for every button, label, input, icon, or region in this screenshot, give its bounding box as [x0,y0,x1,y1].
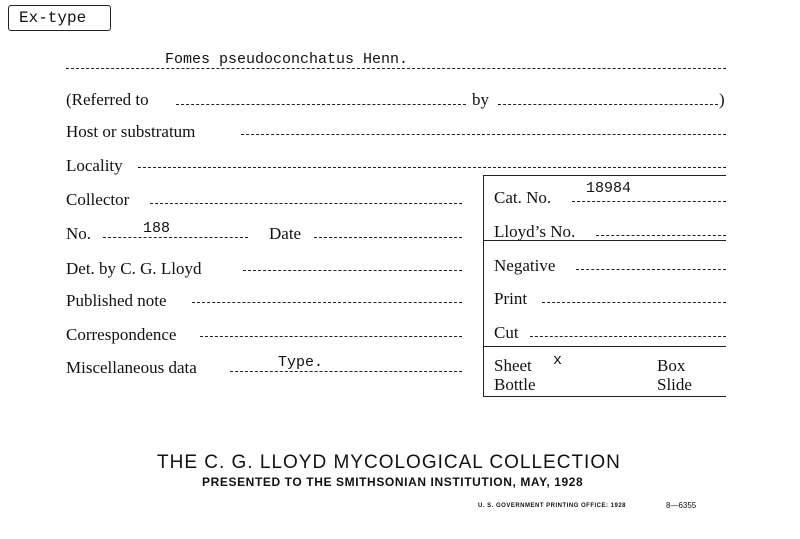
print-label: Print [494,289,528,308]
cat-no-line [572,201,726,202]
footer-subtitle: PRESENTED TO THE SMITHSONIAN INSTITUTION, MAY, 1928 [202,475,584,489]
print-line [542,302,726,303]
published-note-line [192,302,462,303]
box-label: Box [657,356,686,375]
host-line [241,134,726,135]
no-value: 188 [143,220,171,237]
sheet-mark: x [553,352,563,369]
box-top-border [483,175,726,176]
date-line [314,237,462,238]
species-line [66,68,726,69]
locality-label: Locality [66,156,123,175]
det-by-line [243,270,462,271]
cat-no-value: 18984 [586,180,632,197]
form-number: 8—6355 [666,501,697,510]
correspondence-line [200,336,462,337]
box-left-border [483,175,484,397]
cut-line [530,336,726,337]
misc-data-value: Type. [278,354,324,371]
footer-title: THE C. G. LLOYD MYCOLOGICAL COLLECTION [157,452,621,473]
ex-type-stamp [8,5,111,31]
locality-line [138,167,726,168]
lloyds-no-line [596,235,726,236]
no-line [103,237,248,238]
date-label: Date [269,224,302,243]
cut-label: Cut [494,323,519,342]
host-label: Host or substratum [66,122,196,141]
published-note-label: Published note [66,291,167,310]
species-name: Fomes pseudoconchatus Henn. [165,51,409,68]
misc-data-line [230,371,462,372]
slide-label: Slide [657,375,692,394]
by-line [498,104,718,105]
referred-to-label: (Referred to [66,90,149,109]
box-bottom-border [483,396,726,397]
referred-to-line [176,104,466,105]
sheet-label: Sheet [494,356,532,375]
misc-data-label: Miscellaneous data [66,358,197,377]
printer-note: U. S. GOVERNMENT PRINTING OFFICE: 1928 [478,503,627,509]
correspondence-label: Correspondence [66,325,177,344]
by-label: by [472,90,489,109]
bottle-label: Bottle [494,375,536,394]
stamp-text: Ex-type [19,9,87,27]
collector-line [150,203,462,204]
box-divider-2 [483,346,726,347]
close-paren: ) [719,90,725,109]
collector-label: Collector [66,190,130,209]
negative-label: Negative [494,256,556,275]
det-by-label: Det. by C. G. Lloyd [66,259,202,278]
no-label: No. [66,224,92,243]
cat-no-label: Cat. No. [494,188,552,207]
lloyds-no-label: Lloyd’s No. [494,222,576,241]
negative-line [576,269,726,270]
